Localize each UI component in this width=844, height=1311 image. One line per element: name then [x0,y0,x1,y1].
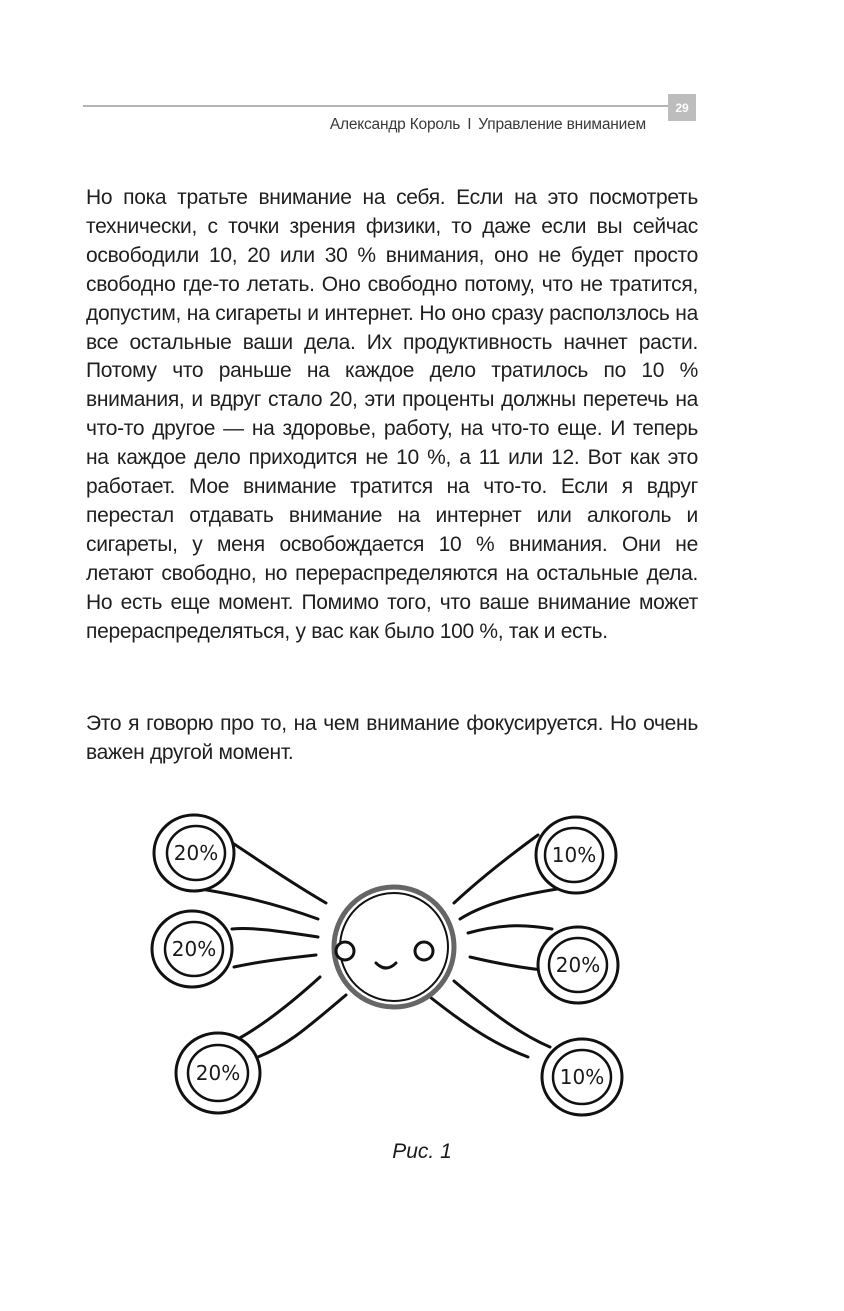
pod-top-right [536,817,616,893]
header-rule [83,105,668,107]
attention-octopus-figure [148,805,640,1125]
left-eye-icon [336,942,354,960]
paragraph-1: Но пока тратьте внимание на себя. Если на это посмотреть технически, с точки зрения физики, то даже если вы сейчас освободили 10, 20 или 30 % внимания, оно не будет просто свободно где-то летать. Оно свободно потому, что не тратится, допустим, на сигареты и интернет. Но оно сразу расползлось на все остальные ваши дела. Их продуктивность начнет расти. Потому что раньше на каждое дело тратилось по 10 % внимания, и вдруг стало 20, эти проценты должны перетечь на что-то другое — на здоровье, работу, на что-то еще. И теперь на каждое дело приходится не 10 %, а 11 или 12. Вот как это работает. Мое внимание тратится на что-то. Если я вдруг перестал отдавать внимание на интернет или алкоголь и сигареты, у меня освобождается 10 % внимания. Они не летают свободно, но перераспределяются на остальные дела. Но есть еще момент. Помимо того, что ваше внимание может перераспределяться, у вас как было 100 %, так и есть. [86,186,698,643]
paragraph-1-block [86,184,698,647]
pod-middle-left [152,911,232,987]
right-eye-icon [415,942,433,960]
author-name: Александр Король [329,116,461,133]
pod-label-bottom-left: 20% [195,1061,241,1085]
pod-top-left [154,815,234,891]
book-title: Управление вниманием [478,116,646,133]
pod-label-top-left: 20% [173,841,219,865]
center-face [334,887,454,1007]
paragraph-2: Это я говорю про то, на чем внимание фокусируется. Но очень важен другой момент. [86,712,698,764]
pod-label-middle-left: 20% [171,937,217,961]
pod-label-top-right: 10% [551,843,597,867]
running-head [330,116,646,134]
pod-bottom-left [176,1033,260,1113]
page-number: 29 [668,94,696,121]
pod-label-middle-right: 20% [555,953,601,977]
figure-caption: Рис. 1 [392,1140,452,1163]
pod-label-bottom-right: 10% [559,1065,605,1089]
pod-middle-right [538,927,618,1003]
pod-bottom-right [542,1039,622,1115]
header-separator: I [467,116,472,133]
paragraph-2-block [86,710,698,768]
